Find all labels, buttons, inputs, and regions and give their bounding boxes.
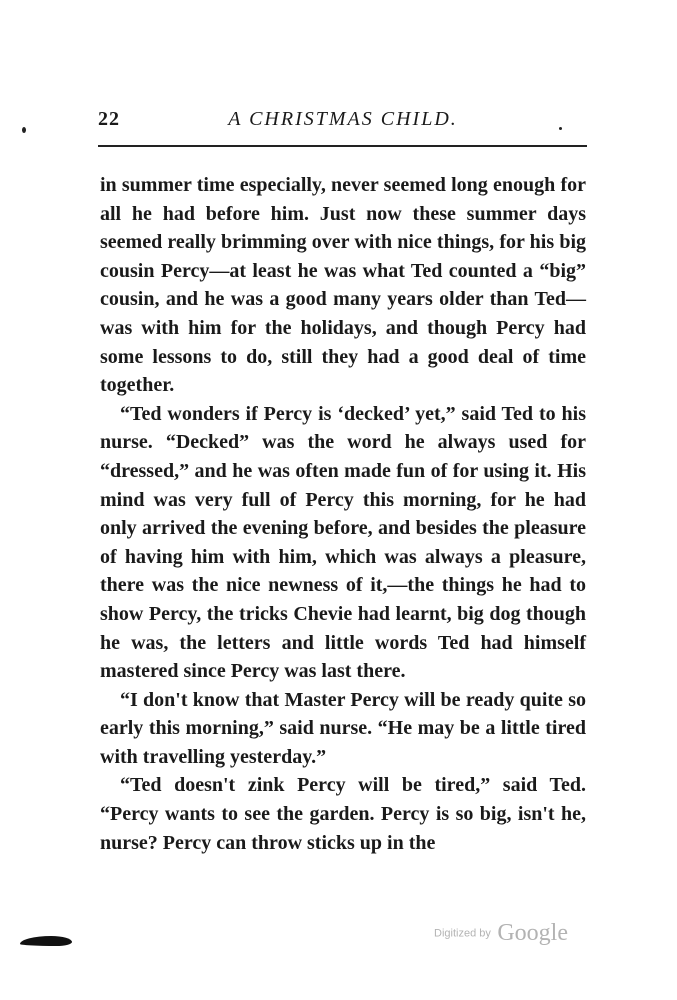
page-number: 22 — [98, 108, 120, 130]
watermark-brand: Google — [497, 920, 568, 946]
paragraph-1: in summer time especially, never seemed long enough for all he had before him. Just now these summer days seemed really brimming over with nice things, for his big cousin Percy—at least he was what Ted counted a “big” cousin, and he was a good many years older than Ted—was with him for the holidays, and though Percy had some lessons to do, still they had a good deal of time together. — [100, 174, 586, 397]
running-title: A CHRISTMAS CHILD. — [228, 108, 458, 130]
paragraph-4: “Ted doesn't zink Percy will be tired,” said Ted. “Percy wants to see the garden. Percy is so big, isn't he, nurse? Percy can throw sticks up in the — [100, 774, 586, 854]
digitization-watermark — [434, 920, 568, 947]
paragraph-3: “I don't know that Master Percy will be ready quite so early this morning,” said nurse. “He may be a little tired with travelling yesterday.” — [100, 688, 586, 768]
body-text — [100, 171, 586, 857]
stray-ink-dot — [22, 127, 26, 133]
header-rule — [98, 145, 587, 147]
page-header — [98, 108, 588, 138]
paragraph-2: “Ted wonders if Percy is ‘decked’ yet,” said Ted to his nurse. “Decked” was the word he always used for “dressed,” and he was often made fun of for using it. His mind was very full of Percy this morning, for he had only arrived the evening before, and besides the pleasure of having him with him, which was always a pleasure, there was the nice newness of it,—the things he had to show Percy, the tricks Chevie had learnt, big dog though he was, the letters and little words Ted had himself mastered since Percy was last there. — [100, 402, 586, 683]
ink-blot — [20, 936, 72, 946]
watermark-prefix: Digitized by — [434, 927, 491, 940]
